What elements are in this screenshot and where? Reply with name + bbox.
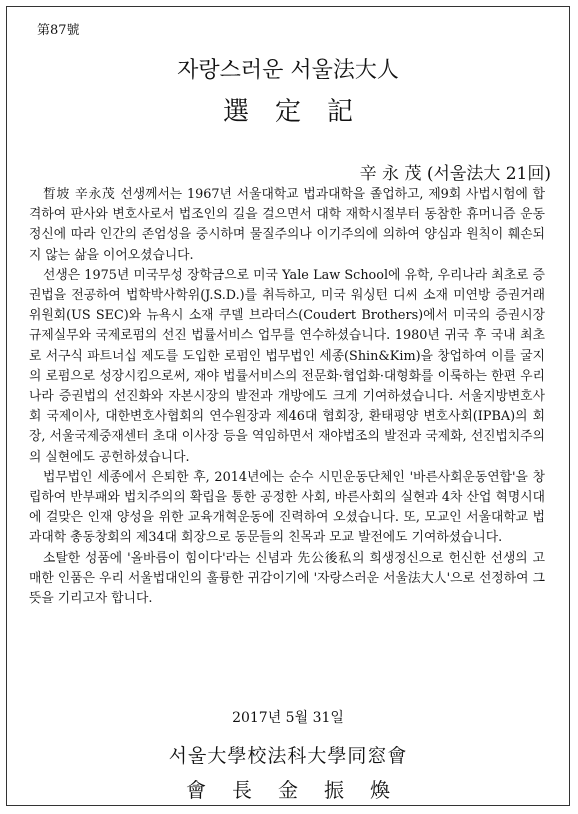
paragraph: 법무법인 세종에서 은퇴한 후, 2014년에는 순수 시민운동단체인 '바른사회운동연합'을 창립하여 반부패와 법치주의의 확립을 통한 공정한 사회, 바른사회의 실현과 4차 산업 혁명시대에 걸맞은 인재 양성을 위한 교육개혁운동에 진력하여 오셨습니다. 또, 모교인 서울대학교 법과대학 총동창회의 제34대 회장으로 동문들의 친목과 모교 발전에도 기여하셨습니다. [29,469,545,546]
paragraph: 선생은 1975년 미국무성 장학금으로 미국 Yale Law School에 유학, 우리나라 최초로 증권법을 전공하여 법학박사학위(J.S.D.)를 취득하고, 미국 워싱턴 디씨 소재 미연방 증권거래위원회(US SEC)와 뉴욕시 소재 쿠델 브라더스(Coudert Brothers)에서 미국의 증권시장 규제실무와 국제로펌의 선진 법률서비스 업무를 연수하셨습니다. 1980년 귀국 후 국내 최초로 서구식 파트너십 제도를 도입한 로펌인 법무법인 세종(Shin&Kim)을 창업하여 이를 굴지의 로펌으로 성장시킴으로써, 재야 법률서비스의 전문화·협업화·대형화를 이룩하는 한편 우리나라 증권법의 선진화와 자본시장의 발전과 개방에도 크게 기여하셨습니다. 서울지방변호사회 국제이사, 대한변호사협회의 연수원장과 제46대 협회장, 환태평양 변호사회(IPBA)의 회장, 서울국제중재센터 초대 이사장 등을 역임하면서 재야법조의 발전과 국제화, 선진법치주의의 실현에도 공헌하셨습니다. [29,267,545,465]
paragraph: 晳坡 辛永茂 선생께서는 1967년 서울대학교 법과대학을 졸업하고, 제9회 사법시험에 합격하여 판사와 변호사로서 법조인의 길을 걸으면서 대학 재학시절부터 동참한 휴머니즘 운동정신에 따라 인간의 존엄성을 중시하며 물질주의나 이기주의에 의하여 양심과 원칙이 훼손되지 않는 삶을 이어오셨습니다. [29,187,545,263]
document-title: 자랑스러운 서울法大人 [177,58,399,83]
paragraph: 소탈한 성품에 '올바름이 힘이다'라는 신념과 先公後私의 희생정신으로 헌신한 선생의 고매한 인품은 우리 서울법대인의 훌륭한 귀감이기에 '자랑스러운 서울法大人'으로 선정하여 그 뜻을 기리고자 합니다. [29,550,545,607]
body-text [29,185,545,609]
document-date: 2017년 5월 31일 [232,710,344,726]
signatory: 會長金振煥 [186,778,416,802]
honoree-name: 辛 永 茂 (서울法大 21回) [359,164,551,184]
organization-name: 서울大學校法科大學同窓會 [168,745,408,767]
document-frame [6,6,570,806]
document-subtitle: 選定記 [222,97,379,127]
issue-number: 第87號 [37,23,80,38]
